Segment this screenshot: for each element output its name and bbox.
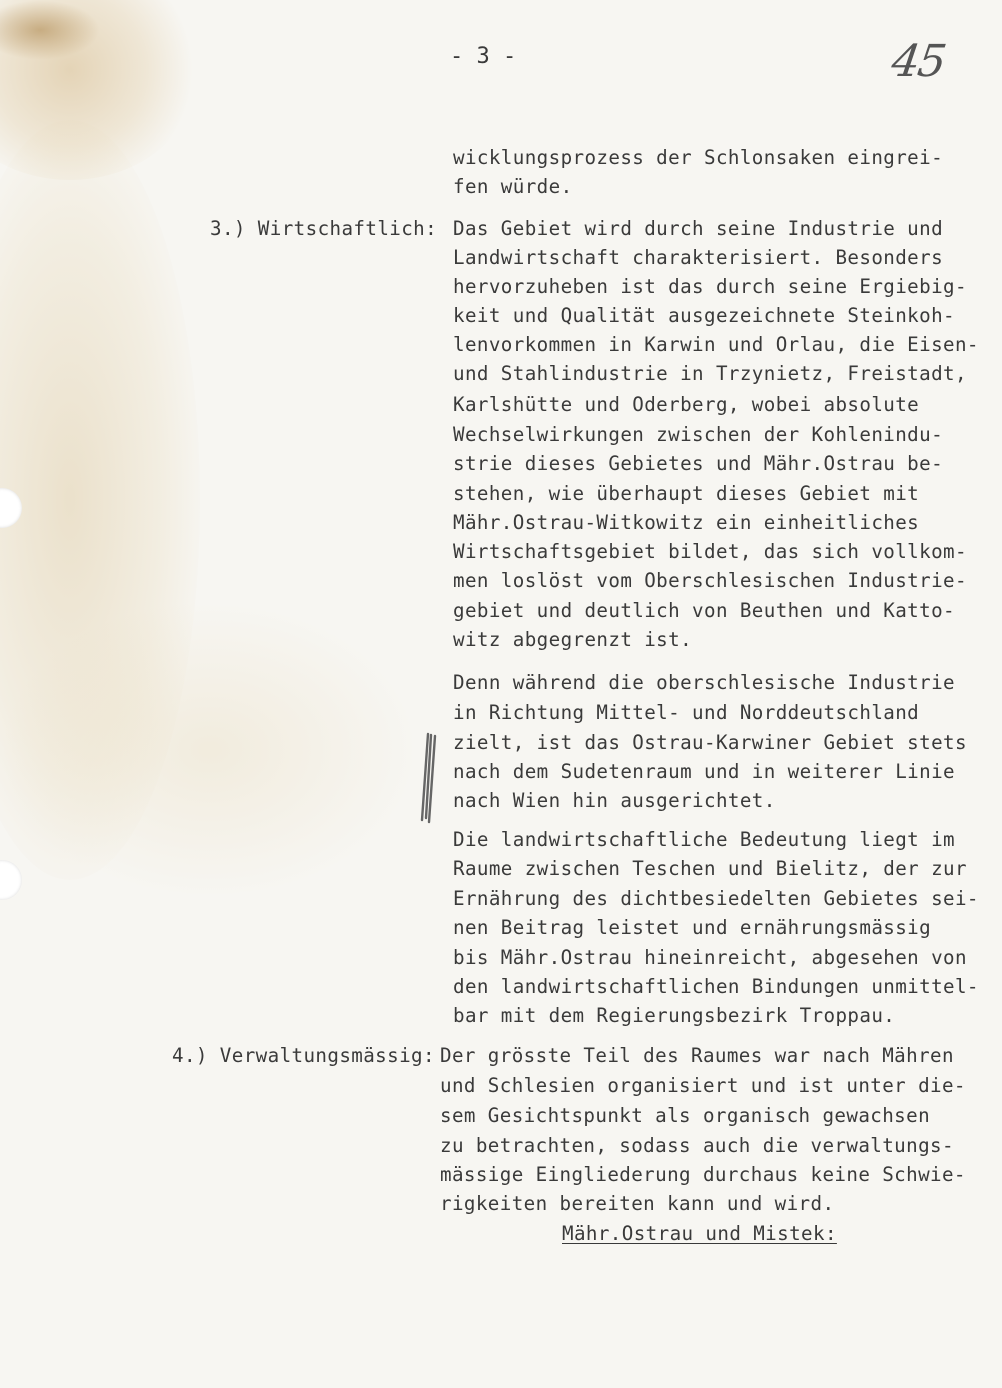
section-3-line: strie dieses Gebietes und Mähr.Ostrau be-: [453, 452, 944, 475]
section-4-line: mässige Eingliederung durchaus keine Schwie-: [440, 1163, 966, 1186]
section-4-line: rigkeiten bereiten kann und wird.: [440, 1192, 835, 1215]
section-4-label: 4.) Verwaltungsmässig:: [172, 1044, 435, 1067]
punch-hole: [0, 860, 22, 900]
margin-pencil-mark: [418, 732, 440, 824]
section-3-line: Wirtschaftsgebiet bildet, das sich vollkom-: [453, 540, 967, 563]
section-4-line: sem Gesichtspunkt als organisch gewachsen: [440, 1104, 931, 1127]
handwritten-folio-number: 45: [888, 36, 948, 87]
section-3-line: stehen, wie überhaupt dieses Gebiet mit: [453, 482, 920, 505]
paper-stain: [0, 120, 200, 880]
section-3-line: lenvorkommen in Karwin und Orlau, die Eisen-: [453, 333, 979, 356]
intro-line: fen würde.: [453, 175, 573, 198]
section-3-line: keit und Qualität ausgezeichnete Steinkoh-: [453, 304, 955, 327]
section-3-line: bar mit dem Regierungsbezirk Troppau.: [453, 1004, 896, 1027]
section-3-line: gebiet und deutlich von Beuthen und Katto-: [453, 599, 955, 622]
paper-stain: [0, 0, 100, 60]
section-3-line: Landwirtschaft charakterisiert. Besonders: [453, 246, 944, 269]
section-3-line: Raume zwischen Teschen und Bielitz, der zur: [453, 857, 967, 880]
section-3-line: Mähr.Ostrau-Witkowitz ein einheitliches: [453, 511, 920, 534]
section-3-line: Karlshütte und Oderberg, wobei absolute: [453, 393, 920, 416]
section-4-line: zu betrachten, sodass auch die verwaltungs-: [440, 1134, 954, 1157]
section-3-label: 3.) Wirtschaftlich:: [210, 217, 438, 240]
section-3-line: den landwirtschaftlichen Bindungen unmittel-: [453, 975, 979, 998]
section-3-line: Die landwirtschaftliche Bedeutung liegt im: [453, 828, 955, 851]
section-3-line: Ernährung des dichtbesiedelten Gebietes sei-: [453, 887, 979, 910]
next-section-heading: Mähr.Ostrau und Mistek:: [562, 1222, 837, 1245]
section-3-line: nach Wien hin ausgerichtet.: [453, 789, 776, 812]
section-3-line: Wechselwirkungen zwischen der Kohlenindu-: [453, 423, 944, 446]
section-3-line: in Richtung Mittel- und Norddeutschland: [453, 701, 920, 724]
section-4-line: und Schlesien organisiert und ist unter die-: [440, 1074, 966, 1097]
section-3-line: nen Beitrag leistet und ernährungsmässig: [453, 916, 932, 939]
section-3-line: und Stahlindustrie in Trzynietz, Freistadt,: [453, 362, 967, 385]
section-3-line: Das Gebiet wird durch seine Industrie und: [453, 217, 944, 240]
paper-stain: [0, 600, 420, 900]
section-3-line: zielt, ist das Ostrau-Karwiner Gebiet stets: [453, 731, 967, 754]
section-4-line: Der grösste Teil des Raumes war nach Mähren: [440, 1044, 954, 1067]
intro-line: wicklungsprozess der Schlonsaken eingrei-: [453, 146, 944, 169]
page-number: - 3 -: [450, 44, 517, 69]
paper-stain: [0, 0, 200, 180]
section-3-line: nach dem Sudetenraum und in weiterer Linie: [453, 760, 955, 783]
section-3-line: bis Mähr.Ostrau hineinreicht, abgesehen von: [453, 946, 967, 969]
punch-hole: [0, 488, 22, 528]
section-3-line: Denn während die oberschlesische Industrie: [453, 671, 955, 694]
section-3-line: witz abgegrenzt ist.: [453, 628, 693, 651]
section-3-line: hervorzuheben ist das durch seine Ergiebig-: [453, 275, 967, 298]
section-3-line: men loslöst vom Oberschlesischen Industrie-: [453, 569, 967, 592]
